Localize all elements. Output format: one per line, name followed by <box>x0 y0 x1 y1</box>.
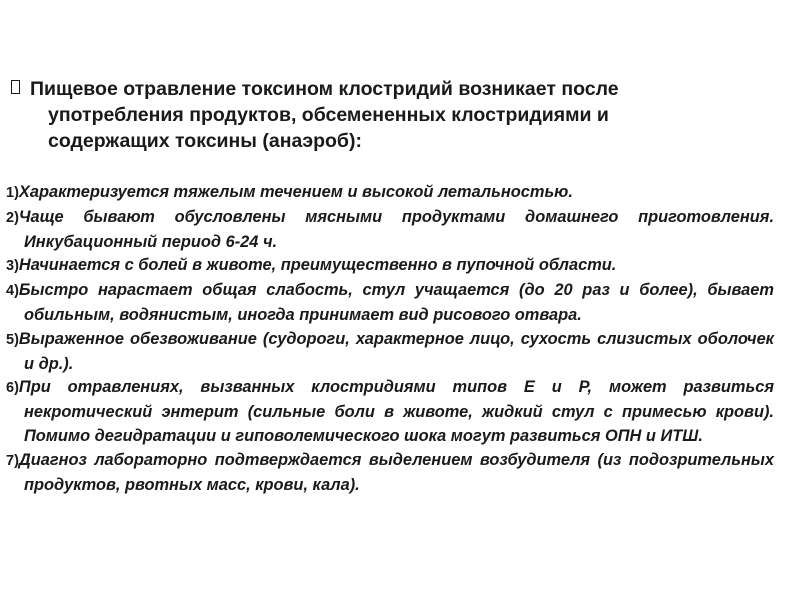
list-item-text: Начинается с болей в животе, преимущественно в пупочной области. <box>18 256 617 275</box>
list-item-text: Характеризуется тяжелым течением и высокой летальностью. <box>18 183 573 201</box>
list-item-text: Выраженное обезвоживание (судороги, характерное лицо, сухость слизистых оболочек и др.). <box>18 329 774 373</box>
list-item-number: 4) <box>6 283 19 300</box>
list-item-text: При отравлениях, вызванных клостридиями типов Е и Р, может развиться некротический энтерит (сильные боли в животе, жидкий стул с примесью крови). Помимо дегидратации и гиповолемического шока могут развиться ОПН и ИТШ. <box>18 378 774 445</box>
list-item-number: 1) <box>6 185 19 201</box>
list-item <box>6 279 774 328</box>
intro-line-2: употребления продуктов, обсемененных клостридиями и <box>48 104 609 126</box>
list-item-text: Диагноз лабораторно подтверждается выделением возбудителя (из подозрительных продуктов, рвотных масс, крови, кала). <box>18 450 774 494</box>
list-item-text: Быстро нарастает общая слабость, стул учащается (до 20 раз и более), бывает обильным, водянистым, иногда принимает вид рисового отвара. <box>18 281 774 324</box>
list-item <box>6 206 774 255</box>
intro-paragraph <box>8 76 708 154</box>
list-item-number: 6) <box>6 380 19 397</box>
intro-line-3: содержащих токсины (анаэроб): <box>48 130 362 152</box>
list-item-number: 2) <box>6 209 19 226</box>
list-item <box>6 254 774 279</box>
list-item-text: Чаще бывают обусловлены мясными продуктами домашнего приготовления. Инкубационный период 6-24 ч. <box>18 207 774 251</box>
list-item-number: 7) <box>6 452 19 469</box>
list-item <box>6 376 774 448</box>
numbered-list <box>6 181 774 497</box>
list-item <box>6 449 774 498</box>
intro-line-1: Пищевое отравление токсином клостридий возникает после <box>30 78 619 100</box>
list-item-number: 3) <box>6 258 19 275</box>
intro-first-line <box>8 76 708 102</box>
list-item <box>6 181 774 206</box>
list-item <box>6 328 774 377</box>
bullet-box-icon <box>8 78 24 98</box>
list-item-number: 5) <box>6 331 19 348</box>
